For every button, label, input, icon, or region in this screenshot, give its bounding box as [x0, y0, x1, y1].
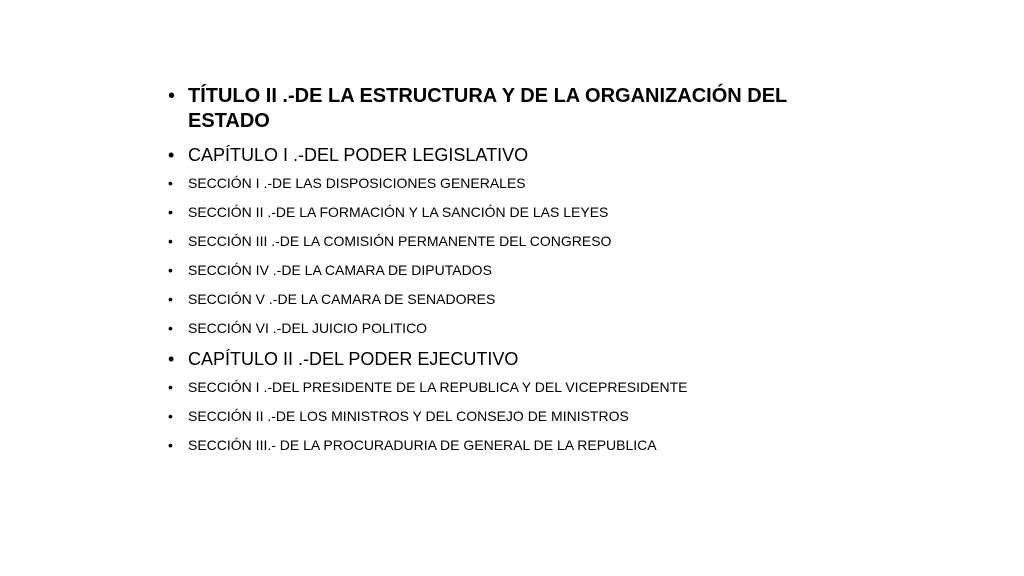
outline-item-section	[168, 378, 808, 396]
outline-item-section	[168, 290, 808, 308]
bullet-icon: •	[168, 379, 173, 395]
outline-item-section	[168, 319, 808, 337]
outline-item-text: SECCIÓN VI .-DEL JUICIO POLITICO	[188, 320, 428, 336]
outline-item-title	[168, 84, 808, 134]
outline-item-text: SECCIÓN III .-DE LA COMISIÓN PERMANENTE DEL CONGRESO	[188, 233, 612, 249]
bullet-icon: •	[168, 204, 173, 220]
outline-item-text: SECCIÓN I .-DE LAS DISPOSICIONES GENERALES	[188, 175, 526, 191]
bullet-icon: •	[168, 320, 173, 336]
outline-list	[168, 84, 808, 465]
outline-item-chapter	[168, 144, 808, 166]
bullet-icon: •	[168, 175, 173, 191]
bullet-icon: •	[168, 349, 175, 369]
outline-item-section	[168, 203, 808, 221]
outline-item-section	[168, 436, 808, 454]
bullet-icon: •	[168, 437, 173, 453]
outline-item-text: SECCIÓN II .-DE LOS MINISTROS Y DEL CONSEJO DE MINISTROS	[188, 408, 629, 424]
outline-item-text: SECCIÓN I .-DEL PRESIDENTE DE LA REPUBLICA Y DEL VICEPRESIDENTE	[188, 379, 688, 395]
bullet-icon: •	[168, 85, 176, 107]
bullet-icon: •	[168, 408, 173, 424]
outline-item-text: SECCIÓN V .-DE LA CAMARA DE SENADORES	[188, 291, 496, 307]
outline-item-text: CAPÍTULO I .-DEL PODER LEGISLATIVO	[188, 145, 529, 165]
outline-item-chapter	[168, 348, 808, 370]
bullet-icon: •	[168, 262, 173, 278]
outline-item-section	[168, 407, 808, 425]
outline-item-text: SECCIÓN III.- DE LA PROCURADURIA DE GENERAL DE LA REPUBLICA	[188, 437, 657, 453]
bullet-icon: •	[168, 145, 175, 165]
outline-item-text: SECCIÓN II .-DE LA FORMACIÓN Y LA SANCIÓN DE LAS LEYES	[188, 204, 609, 220]
outline-item-section	[168, 174, 808, 192]
bullet-icon: •	[168, 233, 173, 249]
outline-item-text: CAPÍTULO II .-DEL PODER EJECUTIVO	[188, 349, 519, 369]
outline-item-text: TÍTULO II .-DE LA ESTRUCTURA Y DE LA ORGANIZACIÓN DEL ESTADO	[188, 85, 787, 132]
outline-item-section	[168, 261, 808, 279]
outline-item-section	[168, 232, 808, 250]
outline-item-text: SECCIÓN IV .-DE LA CAMARA DE DIPUTADOS	[188, 262, 492, 278]
bullet-icon: •	[168, 291, 173, 307]
